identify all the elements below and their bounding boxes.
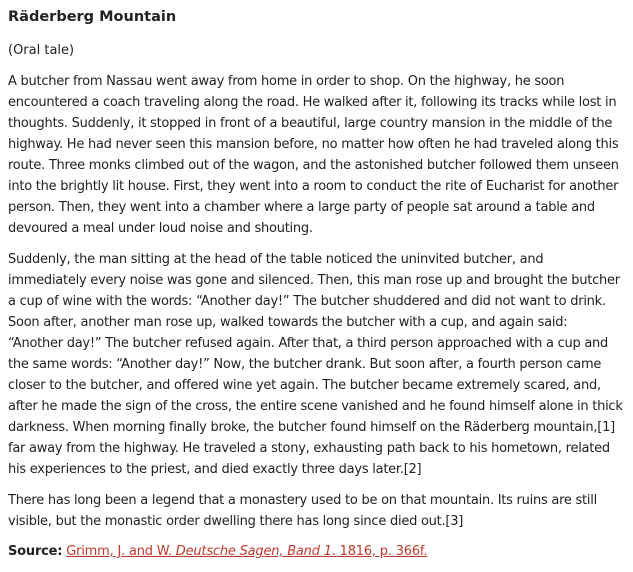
paragraph-3: There has long been a legend that a monastery used to be on that mountain. Its ruins are still visible, but the monastic order dwelling there has long since died out.[3]: [8, 493, 597, 529]
subtitle: (Oral tale): [8, 43, 75, 58]
paragraph-1: A butcher from Nassau went away from home in order to shop. On the highway, he soon encountered a coach traveling along the road. He walked after it, following its tracks while lost in thoughts. Suddenly, it stopped in front of a beautiful, large country mansion in the middle of the highway. He had never seen this mansion before, no matter how often he had traveled along this route. Three monks climbed out of the wagon, and the astonished butcher followed them unseen into the brightly lit house. First, they went into a room to conduct the rite of Eucharist for another person. Then, they went into a chamber where a large party of people sat around a table and devoured a meal under loud noise and shouting.: [8, 74, 619, 236]
source-link-prefix: Grimm, J. and W.: [66, 544, 176, 559]
source-label: Source:: [8, 544, 63, 559]
source-link-suffix: . 1816, p. 366f.: [331, 544, 428, 559]
page-title: Räderberg Mountain: [8, 9, 177, 25]
source-link[interactable]: [66, 544, 427, 559]
paragraph-2: Suddenly, the man sitting at the head of the table noticed the uninvited butcher, and immediately every noise was gone and silenced. Then, this man rose up and brought the butcher a cup of wine with the words: “Another day!” The butcher shuddered and did not want to drink. Soon after, another man rose up, walked towards the butcher with a cup, and again said: “Another day!” The butcher refused again. After that, a third person approached with a cup and the same words: “Another day!” Now, the butcher drank. But soon after, a fourth person came closer to the butcher, and offered wine yet again. The butcher became extremely scared, and, after he made the sign of the cross, the entire scene vanished and he found himself alone in thick darkness. When morning finally broke, the butcher found himself on the Räderberg mountain,[1] far away from the highway. He traveled a stony, exhausting path back to his hometown, related his experiences to the priest, and died exactly three days later.[2]: [8, 252, 623, 477]
source-link-title: Deutsche Sagen, Band 1: [175, 544, 332, 559]
source-line: [8, 542, 625, 562]
